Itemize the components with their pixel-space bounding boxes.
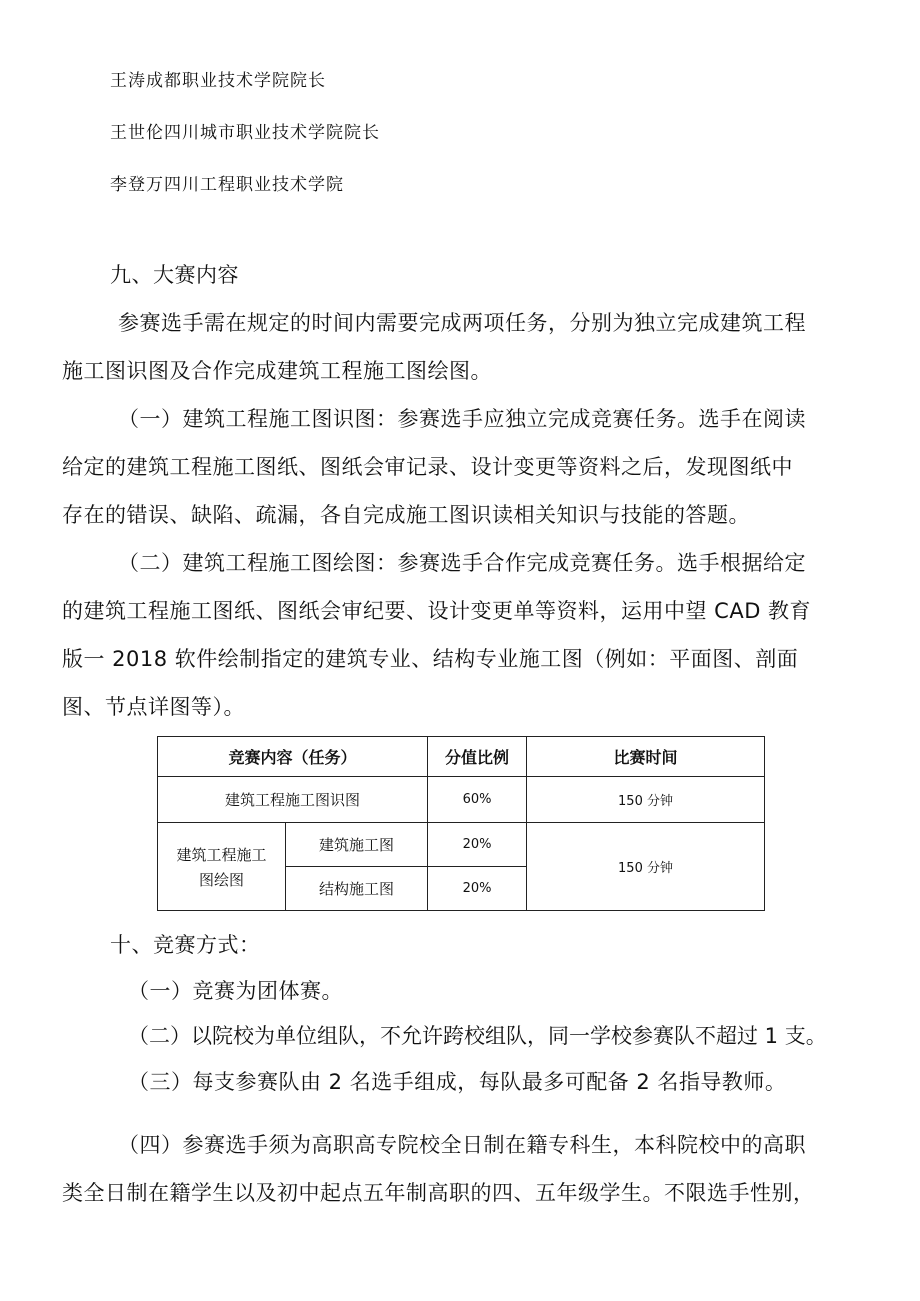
section-9-intro-line-2: 施工图识图及合作完成建筑工程施工图绘图。 [62,359,492,383]
row1-time: 150 分钟 [527,777,765,823]
sub2-ratio: 20% [428,867,527,911]
section-10-item-2: （二）以院校为单位组队，不允许跨校组队，同一学校参赛队不超过 1 支。 [128,1024,827,1048]
group-label [158,823,286,911]
row1-ratio: 60% [428,777,527,823]
section-9-item-1-line-1: （一）建筑工程施工图识图：参赛选手应独立完成竞赛任务。选手在阅读 [118,407,806,431]
section-9-item-2-line-4: 图、节点详图等）。 [62,695,245,719]
committee-member-1: 王涛成都职业技术学院院长 [110,71,326,91]
sub1-task: 建筑施工图 [286,823,428,867]
group-label-line-1: 建筑工程施工 [176,845,267,864]
group-label-line-2: 图绘图 [198,870,244,889]
sub1-ratio: 20% [428,823,527,867]
section-9-heading: 九、大赛内容 [110,263,239,287]
competition-table [157,736,765,911]
committee-member-3: 李登万四川工程职业技术学院 [110,175,344,195]
section-9-item-2-line-2: 的建筑工程施工图纸、图纸会审纪要、设计变更单等资料，运用中望 CAD 教育 [62,599,812,623]
table-row [158,823,765,867]
header-ratio: 分值比例 [428,737,527,777]
section-9-item-1-line-3: 存在的错误、缺陷、疏漏，各自完成施工图识读相关知识与技能的答题。 [62,503,750,527]
section-10-item-4-line-1: （四）参赛选手须为高职高专院校全日制在籍专科生，本科院校中的高职 [118,1133,806,1157]
row1-task: 建筑工程施工图识图 [158,777,428,823]
section-10-heading: 十、竞赛方式： [110,933,261,957]
section-9-intro-line-1: 参赛选手需在规定的时间内需要完成两项任务，分别为独立完成建筑工程 [118,311,806,335]
section-9-item-1-line-2: 给定的建筑工程施工图纸、图纸会审记录、设计变更等资料之后，发现图纸中 [62,455,793,479]
section-9-item-2-line-3: 版一 2018 软件绘制指定的建筑专业、结构专业施工图（例如：平面图、剖面 [62,647,799,671]
section-10-item-3: （三）每支参赛队由 2 名选手组成，每队最多可配备 2 名指导教师。 [128,1070,787,1094]
section-10-item-4-line-2: 类全日制在籍学生以及初中起点五年制高职的四、五年级学生。不限选手性别， [62,1181,815,1205]
table-header-row [158,737,765,777]
committee-member-2: 王世伦四川城市职业技术学院院长 [110,123,380,143]
table-row [158,777,765,823]
sub2-task: 结构施工图 [286,867,428,911]
section-9-item-2-line-1: （二）建筑工程施工图绘图：参赛选手合作完成竞赛任务。选手根据给定 [118,551,806,575]
header-task: 竞赛内容（任务） [158,737,428,777]
header-time: 比赛时间 [527,737,765,777]
section-10-item-1: （一）竞赛为团体赛。 [128,979,343,1003]
group-time: 150 分钟 [527,823,765,911]
